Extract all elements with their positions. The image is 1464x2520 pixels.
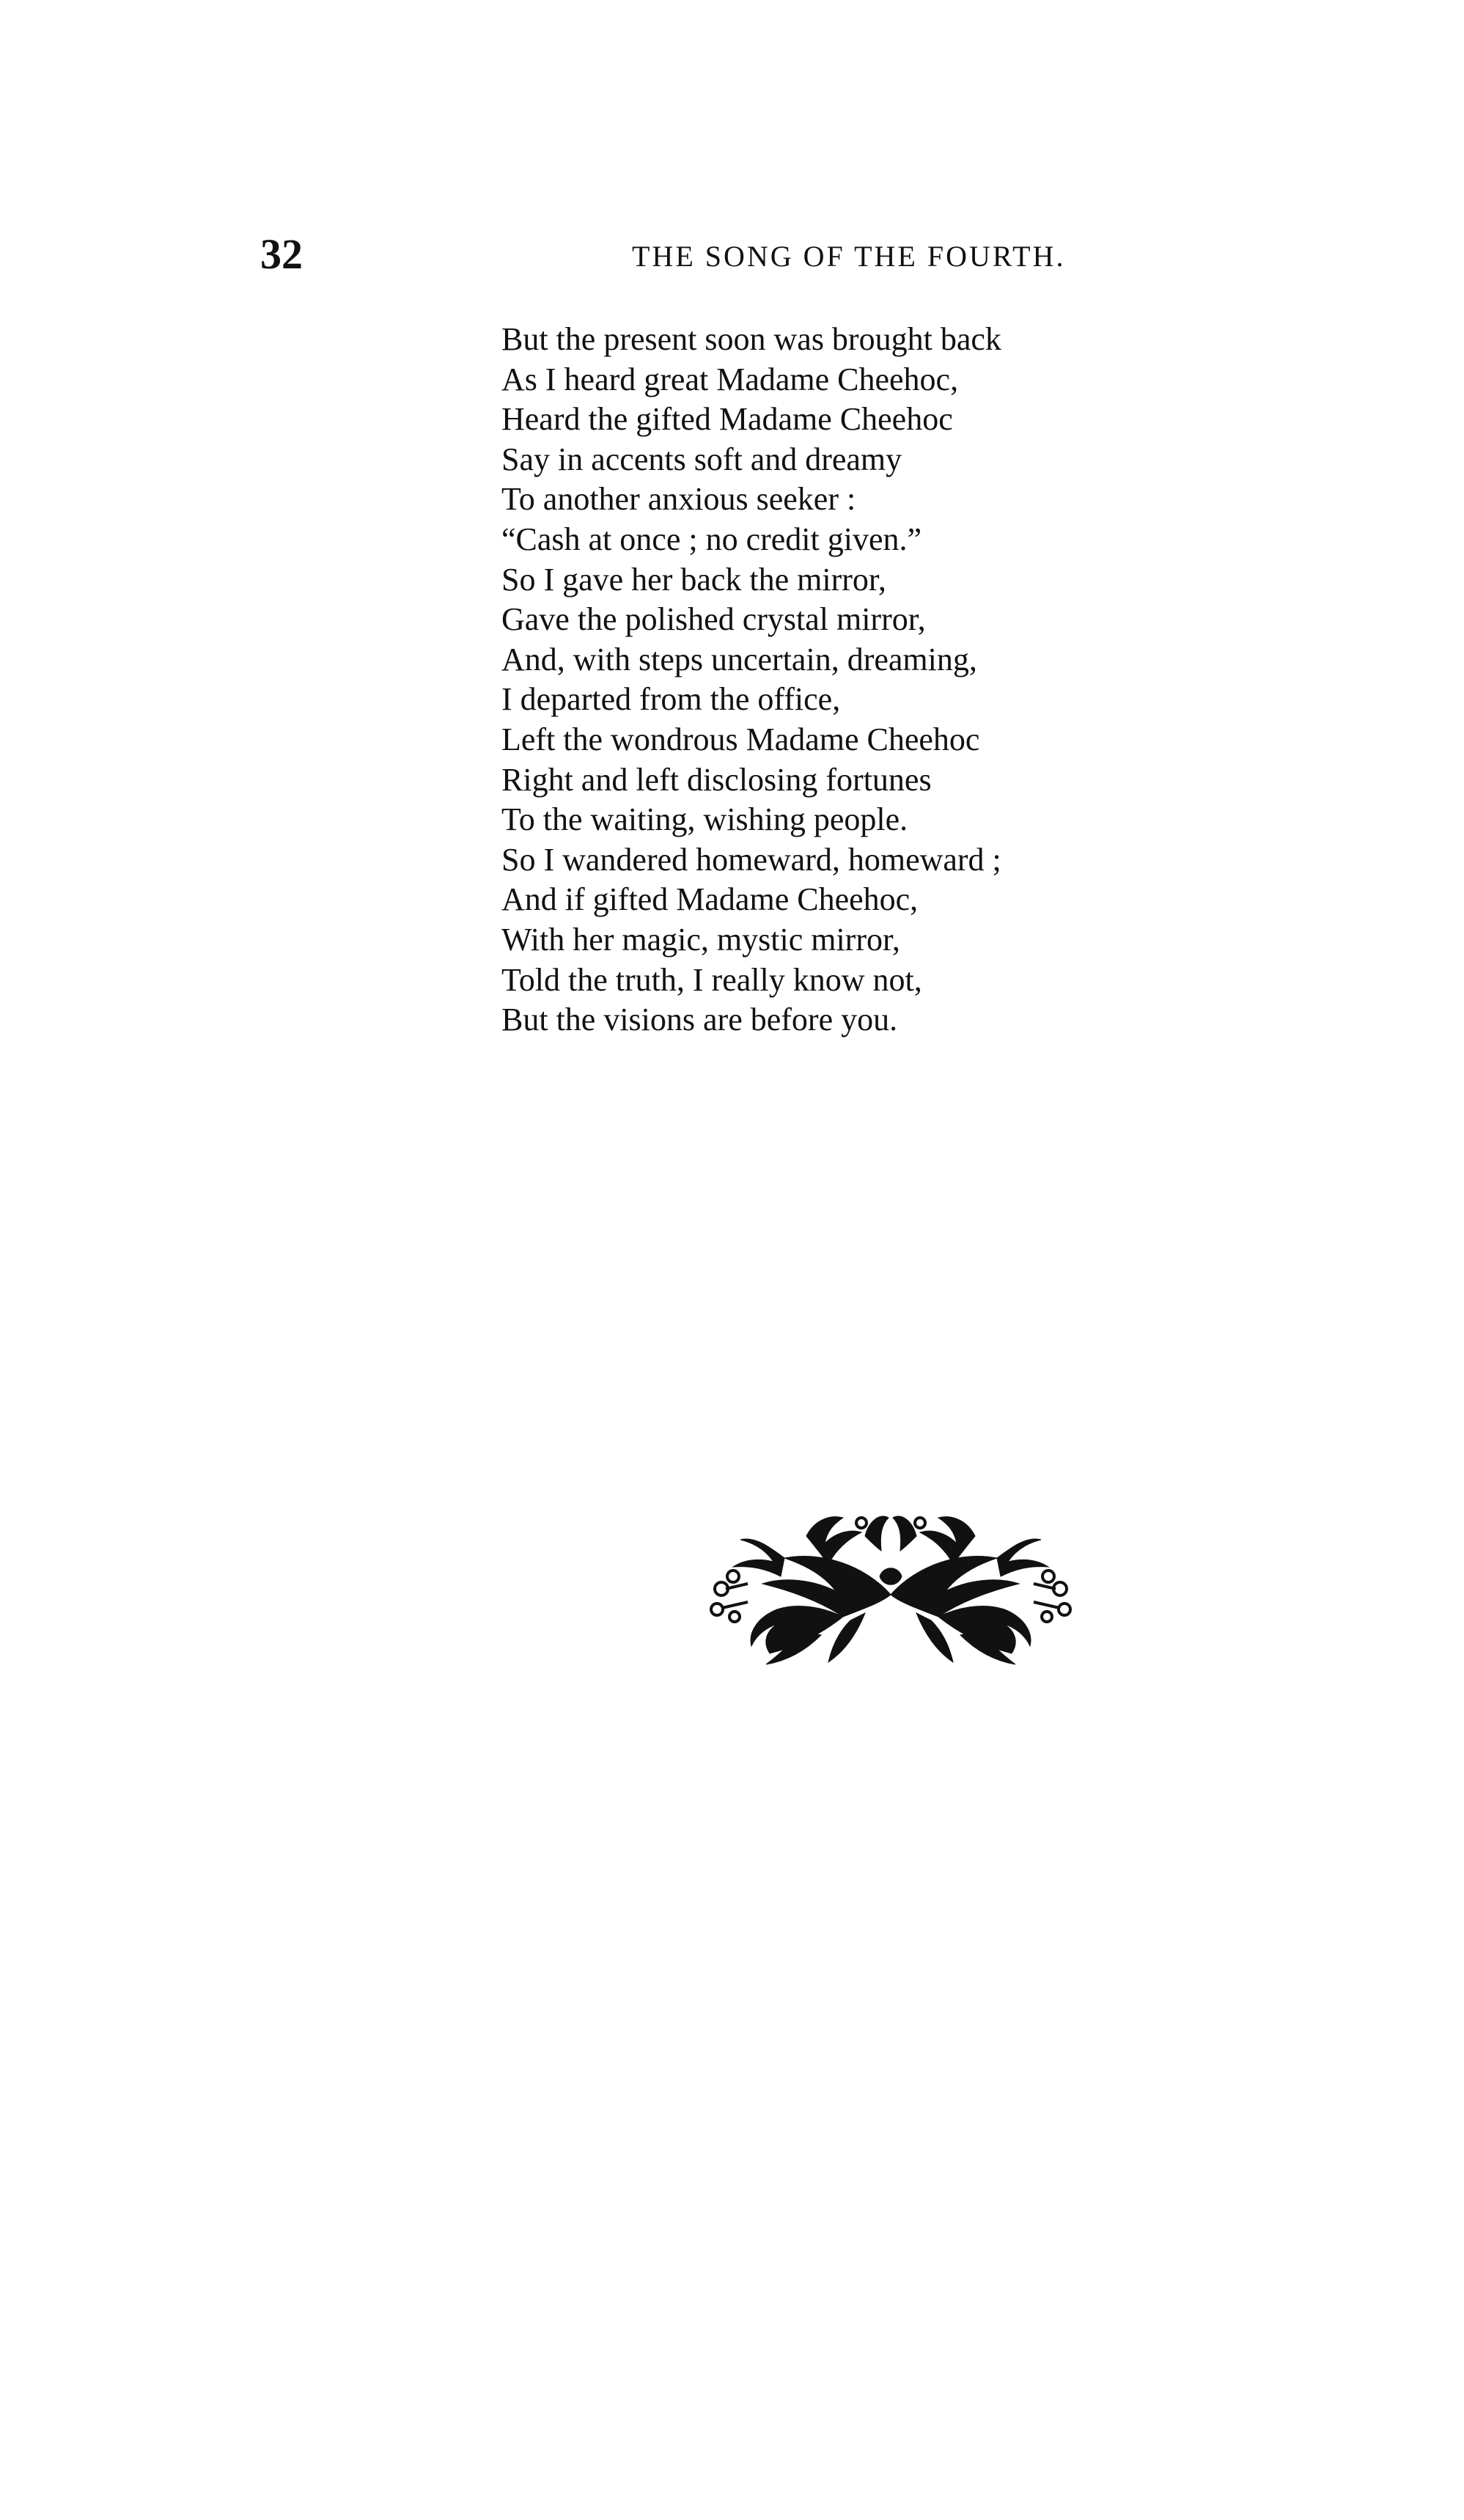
- poem-line: But the visions are before you.: [501, 1002, 898, 1038]
- poem-line: And, with steps uncertain, dreaming,: [501, 641, 977, 677]
- poem-line: Say in accents soft and dreamy: [501, 441, 902, 477]
- poem-line: So I gave her back the mirror,: [501, 561, 886, 598]
- poem-line: Left the wondrous Madame Cheehoc: [501, 721, 980, 757]
- poem-line: I departed from the office,: [501, 681, 841, 718]
- poem-line: With her magic, mystic mirror,: [501, 921, 900, 958]
- floral-vine-ornament-icon: [696, 1507, 1085, 1668]
- poem-line: As I heard great Madame Cheehoc,: [501, 361, 959, 397]
- poem-line: To the waiting, wishing people.: [501, 801, 908, 838]
- poem-line: And if gifted Madame Cheehoc,: [501, 881, 919, 918]
- poem-line: Told the truth, I really know not,: [501, 961, 922, 998]
- poem-line: Heard the gifted Madame Cheehoc: [501, 401, 953, 438]
- page-number: 32: [260, 230, 303, 278]
- poem-line: “Cash at once ; no credit given.”: [501, 521, 922, 557]
- poem-line: But the present soon was brought back: [501, 321, 1001, 357]
- poem-line: Right and left disclosing fortunes: [501, 761, 932, 798]
- poem-text: [501, 320, 1001, 1040]
- poem-line: To another anxious seeker :: [501, 481, 856, 518]
- running-title: THE SONG OF THE FOURTH.: [632, 240, 1066, 273]
- poem-line: Gave the polished crystal mirror,: [501, 601, 926, 638]
- poem-line: So I wandered homeward, homeward ;: [501, 841, 1001, 878]
